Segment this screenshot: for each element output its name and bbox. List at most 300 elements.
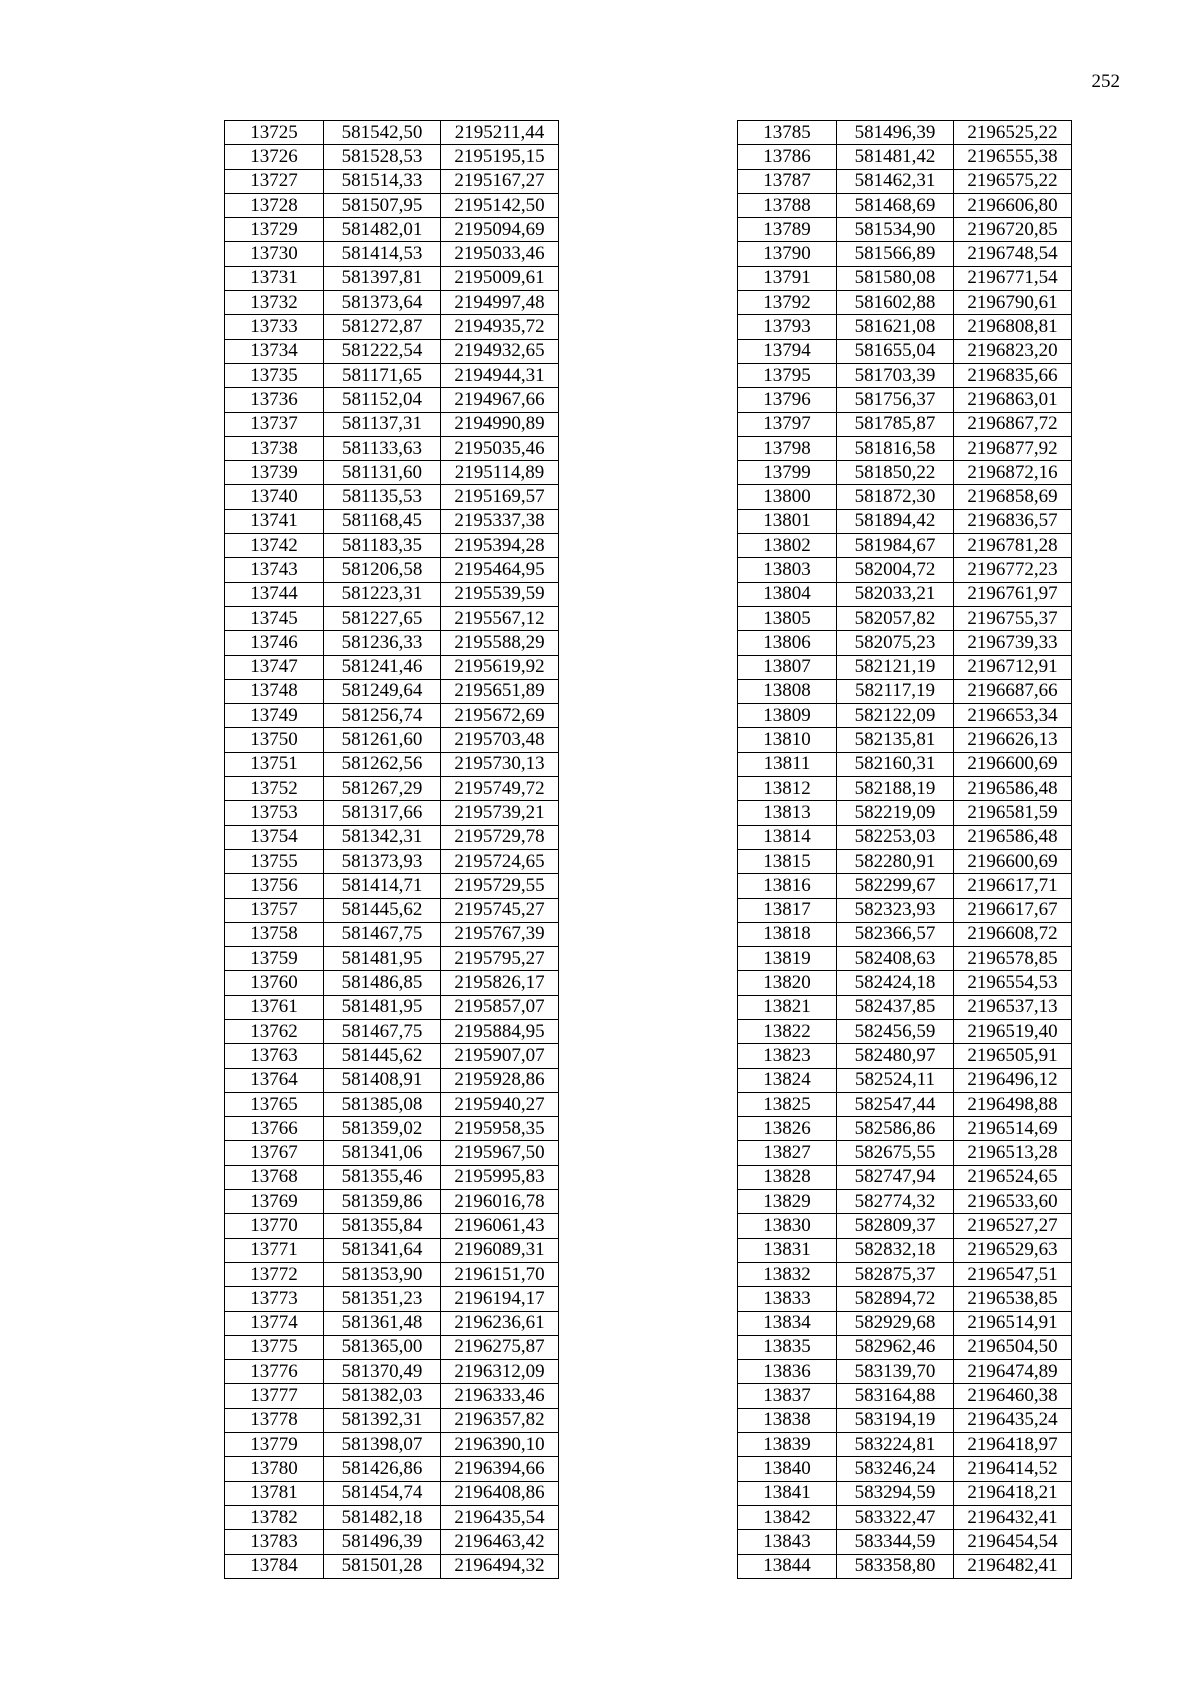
table-row [738,1433,1072,1457]
table-row [738,1238,1072,1262]
y-coordinate-cell: 2196089,31 [441,1238,559,1262]
table-row [225,169,559,193]
table-row [738,631,1072,655]
table-row [738,995,1072,1019]
point-number-cell: 13767 [225,1141,324,1165]
table-row [225,922,559,946]
table-row [225,1433,559,1457]
y-coordinate-cell: 2196533,60 [954,1190,1072,1214]
x-coordinate-cell: 581414,53 [324,242,441,266]
point-number-cell: 13769 [225,1190,324,1214]
table-row [738,1165,1072,1189]
x-coordinate-cell: 582366,57 [837,922,954,946]
point-number-cell: 13844 [738,1554,837,1578]
y-coordinate-cell: 2195539,59 [441,582,559,606]
point-number-cell: 13827 [738,1141,837,1165]
table-row [225,1530,559,1554]
x-coordinate-cell: 581135,53 [324,485,441,509]
y-coordinate-cell: 2196525,22 [954,121,1072,145]
x-coordinate-cell: 582135,81 [837,728,954,752]
y-coordinate-cell: 2196739,33 [954,631,1072,655]
x-coordinate-cell: 581621,08 [837,315,954,339]
point-number-cell: 13735 [225,363,324,387]
x-coordinate-cell: 582586,86 [837,1117,954,1141]
point-number-cell: 13729 [225,218,324,242]
x-coordinate-cell: 582122,09 [837,704,954,728]
x-coordinate-cell: 581341,06 [324,1141,441,1165]
y-coordinate-cell: 2195884,95 [441,1019,559,1043]
x-coordinate-cell: 581482,01 [324,218,441,242]
table-row [738,461,1072,485]
y-coordinate-cell: 2196505,91 [954,1044,1072,1068]
x-coordinate-cell: 581355,84 [324,1214,441,1238]
point-number-cell: 13783 [225,1530,324,1554]
table-row [738,193,1072,217]
x-coordinate-cell: 583164,88 [837,1384,954,1408]
x-coordinate-cell: 581223,31 [324,582,441,606]
point-number-cell: 13739 [225,461,324,485]
y-coordinate-cell: 2196504,50 [954,1335,1072,1359]
x-coordinate-cell: 581872,30 [837,485,954,509]
table-row [738,1117,1072,1141]
table-row [225,363,559,387]
point-number-cell: 13837 [738,1384,837,1408]
point-number-cell: 13825 [738,1092,837,1116]
table-row [225,1505,559,1529]
y-coordinate-cell: 2195619,92 [441,655,559,679]
y-coordinate-cell: 2195928,86 [441,1068,559,1092]
y-coordinate-cell: 2196781,28 [954,534,1072,558]
point-number-cell: 13842 [738,1505,837,1529]
table-row [738,1044,1072,1068]
y-coordinate-cell: 2196823,20 [954,339,1072,363]
y-coordinate-cell: 2196418,21 [954,1481,1072,1505]
point-number-cell: 13780 [225,1457,324,1481]
y-coordinate-cell: 2196554,53 [954,971,1072,995]
table-row [738,1384,1072,1408]
point-number-cell: 13768 [225,1165,324,1189]
point-number-cell: 13748 [225,679,324,703]
point-number-cell: 13756 [225,874,324,898]
table-row [225,777,559,801]
table-row [225,898,559,922]
point-number-cell: 13758 [225,922,324,946]
y-coordinate-cell: 2196653,34 [954,704,1072,728]
x-coordinate-cell: 581137,31 [324,412,441,436]
table-row [738,436,1072,460]
table-row [225,266,559,290]
table-row [225,1335,559,1359]
y-coordinate-cell: 2195394,28 [441,534,559,558]
y-coordinate-cell: 2195795,27 [441,947,559,971]
x-coordinate-cell: 582323,93 [837,898,954,922]
point-number-cell: 13784 [225,1554,324,1578]
x-coordinate-cell: 581370,49 [324,1360,441,1384]
point-number-cell: 13779 [225,1433,324,1457]
table-row [225,1214,559,1238]
x-coordinate-cell: 583322,47 [837,1505,954,1529]
x-coordinate-cell: 581398,07 [324,1433,441,1457]
y-coordinate-cell: 2196537,13 [954,995,1072,1019]
x-coordinate-cell: 582929,68 [837,1311,954,1335]
point-number-cell: 13797 [738,412,837,436]
table-row [738,1068,1072,1092]
x-coordinate-cell: 581241,46 [324,655,441,679]
point-number-cell: 13731 [225,266,324,290]
point-number-cell: 13752 [225,777,324,801]
y-coordinate-cell: 2195142,50 [441,193,559,217]
y-coordinate-cell: 2196835,66 [954,363,1072,387]
point-number-cell: 13840 [738,1457,837,1481]
point-number-cell: 13759 [225,947,324,971]
y-coordinate-cell: 2196808,81 [954,315,1072,339]
point-number-cell: 13746 [225,631,324,655]
y-coordinate-cell: 2196872,16 [954,461,1072,485]
x-coordinate-cell: 581341,64 [324,1238,441,1262]
table-row [738,1481,1072,1505]
x-coordinate-cell: 583358,80 [837,1554,954,1578]
x-coordinate-cell: 582188,19 [837,777,954,801]
x-coordinate-cell: 581445,62 [324,898,441,922]
point-number-cell: 13755 [225,849,324,873]
y-coordinate-cell: 2196600,69 [954,849,1072,873]
y-coordinate-cell: 2196454,54 [954,1530,1072,1554]
x-coordinate-cell: 581392,31 [324,1408,441,1432]
table-row [225,728,559,752]
table-row [738,971,1072,995]
y-coordinate-cell: 2195464,95 [441,558,559,582]
table-row [738,606,1072,630]
table-row [738,1457,1072,1481]
x-coordinate-cell: 581486,85 [324,971,441,995]
x-coordinate-cell: 582547,44 [837,1092,954,1116]
table-row [738,1408,1072,1432]
point-number-cell: 13788 [738,193,837,217]
table-row [738,242,1072,266]
table-row [738,704,1072,728]
table-row [738,655,1072,679]
y-coordinate-cell: 2196575,22 [954,169,1072,193]
table-row [738,412,1072,436]
y-coordinate-cell: 2196617,71 [954,874,1072,898]
table-row [225,121,559,145]
point-number-cell: 13750 [225,728,324,752]
y-coordinate-cell: 2194944,31 [441,363,559,387]
y-coordinate-cell: 2196435,24 [954,1408,1072,1432]
table-row [225,1554,559,1578]
point-number-cell: 13830 [738,1214,837,1238]
table-row [738,801,1072,825]
table-row [225,339,559,363]
y-coordinate-cell: 2195767,39 [441,922,559,946]
y-coordinate-cell: 2196390,10 [441,1433,559,1457]
table-row [738,922,1072,946]
table-row [225,801,559,825]
table-row [225,606,559,630]
x-coordinate-cell: 581355,46 [324,1165,441,1189]
table-row [738,1360,1072,1384]
x-coordinate-cell: 581222,54 [324,339,441,363]
table-row [225,509,559,533]
point-number-cell: 13790 [738,242,837,266]
x-coordinate-cell: 582809,37 [837,1214,954,1238]
point-number-cell: 13812 [738,777,837,801]
y-coordinate-cell: 2195651,89 [441,679,559,703]
point-number-cell: 13831 [738,1238,837,1262]
x-coordinate-cell: 581262,56 [324,752,441,776]
point-number-cell: 13753 [225,801,324,825]
table-row [225,315,559,339]
point-number-cell: 13829 [738,1190,837,1214]
y-coordinate-cell: 2196527,27 [954,1214,1072,1238]
table-row [738,1554,1072,1578]
point-number-cell: 13835 [738,1335,837,1359]
table-row [225,1408,559,1432]
table-row [225,1019,559,1043]
y-coordinate-cell: 2196194,17 [441,1287,559,1311]
y-coordinate-cell: 2196513,28 [954,1141,1072,1165]
y-coordinate-cell: 2196586,48 [954,825,1072,849]
point-number-cell: 13819 [738,947,837,971]
point-number-cell: 13826 [738,1117,837,1141]
x-coordinate-cell: 581183,35 [324,534,441,558]
table-row [738,777,1072,801]
point-number-cell: 13791 [738,266,837,290]
x-coordinate-cell: 581426,86 [324,1457,441,1481]
point-number-cell: 13806 [738,631,837,655]
page-number: 252 [1091,71,1120,92]
y-coordinate-cell: 2196333,46 [441,1384,559,1408]
point-number-cell: 13770 [225,1214,324,1238]
table-row [738,679,1072,703]
y-coordinate-cell: 2195739,21 [441,801,559,825]
y-coordinate-cell: 2195703,48 [441,728,559,752]
table-row [225,874,559,898]
table-row [225,849,559,873]
y-coordinate-cell: 2195337,38 [441,509,559,533]
table-row [738,1190,1072,1214]
y-coordinate-cell: 2195967,50 [441,1141,559,1165]
point-number-cell: 13817 [738,898,837,922]
table-row [225,582,559,606]
table-row [225,145,559,169]
x-coordinate-cell: 581317,66 [324,801,441,825]
x-coordinate-cell: 583246,24 [837,1457,954,1481]
table-row [225,193,559,217]
table-row [738,874,1072,898]
point-number-cell: 13805 [738,606,837,630]
table-row [738,849,1072,873]
point-number-cell: 13793 [738,315,837,339]
point-number-cell: 13808 [738,679,837,703]
point-number-cell: 13737 [225,412,324,436]
table-row [738,218,1072,242]
x-coordinate-cell: 581385,08 [324,1092,441,1116]
table-row [225,1311,559,1335]
y-coordinate-cell: 2196432,41 [954,1505,1072,1529]
table-row [225,1092,559,1116]
y-coordinate-cell: 2196482,41 [954,1554,1072,1578]
point-number-cell: 13765 [225,1092,324,1116]
y-coordinate-cell: 2196460,38 [954,1384,1072,1408]
x-coordinate-cell: 581984,67 [837,534,954,558]
y-coordinate-cell: 2195749,72 [441,777,559,801]
x-coordinate-cell: 581655,04 [837,339,954,363]
x-coordinate-cell: 581703,39 [837,363,954,387]
x-coordinate-cell: 581397,81 [324,266,441,290]
point-number-cell: 13789 [738,218,837,242]
table-row [225,558,559,582]
table-row [225,485,559,509]
table-row [738,339,1072,363]
point-number-cell: 13742 [225,534,324,558]
point-number-cell: 13775 [225,1335,324,1359]
point-number-cell: 13796 [738,388,837,412]
x-coordinate-cell: 581351,23 [324,1287,441,1311]
table-row [225,1287,559,1311]
point-number-cell: 13803 [738,558,837,582]
y-coordinate-cell: 2196236,61 [441,1311,559,1335]
point-number-cell: 13810 [738,728,837,752]
y-coordinate-cell: 2195094,69 [441,218,559,242]
point-number-cell: 13778 [225,1408,324,1432]
y-coordinate-cell: 2196394,66 [441,1457,559,1481]
y-coordinate-cell: 2195729,55 [441,874,559,898]
table-row [738,266,1072,290]
table-row [225,1190,559,1214]
table-row [225,291,559,315]
y-coordinate-cell: 2196435,54 [441,1505,559,1529]
point-number-cell: 13836 [738,1360,837,1384]
table-row [738,1141,1072,1165]
y-coordinate-cell: 2196836,57 [954,509,1072,533]
point-number-cell: 13820 [738,971,837,995]
y-coordinate-cell: 2196312,09 [441,1360,559,1384]
table-row [738,363,1072,387]
table-row [225,1238,559,1262]
table-row [225,1384,559,1408]
point-number-cell: 13807 [738,655,837,679]
x-coordinate-cell: 581414,71 [324,874,441,898]
x-coordinate-cell: 581602,88 [837,291,954,315]
x-coordinate-cell: 582160,31 [837,752,954,776]
x-coordinate-cell: 581467,75 [324,1019,441,1043]
table-row [225,436,559,460]
x-coordinate-cell: 581133,63 [324,436,441,460]
y-coordinate-cell: 2196863,01 [954,388,1072,412]
point-number-cell: 13834 [738,1311,837,1335]
y-coordinate-cell: 2195035,46 [441,436,559,460]
point-number-cell: 13757 [225,898,324,922]
x-coordinate-cell: 581468,69 [837,193,954,217]
table-row [225,825,559,849]
point-number-cell: 13747 [225,655,324,679]
table-row [225,971,559,995]
x-coordinate-cell: 583294,59 [837,1481,954,1505]
x-coordinate-cell: 582219,09 [837,801,954,825]
x-coordinate-cell: 582280,91 [837,849,954,873]
table-row [225,1044,559,1068]
y-coordinate-cell: 2196600,69 [954,752,1072,776]
point-number-cell: 13749 [225,704,324,728]
y-coordinate-cell: 2195169,57 [441,485,559,509]
y-coordinate-cell: 2196555,38 [954,145,1072,169]
table-row [738,1019,1072,1043]
x-coordinate-cell: 582675,55 [837,1141,954,1165]
table-row [225,1068,559,1092]
x-coordinate-cell: 581501,28 [324,1554,441,1578]
x-coordinate-cell: 581206,58 [324,558,441,582]
x-coordinate-cell: 583139,70 [837,1360,954,1384]
point-number-cell: 13745 [225,606,324,630]
table-row [738,825,1072,849]
point-number-cell: 13738 [225,436,324,460]
x-coordinate-cell: 581373,93 [324,849,441,873]
point-number-cell: 13821 [738,995,837,1019]
x-coordinate-cell: 582117,19 [837,679,954,703]
table-row [738,315,1072,339]
point-number-cell: 13823 [738,1044,837,1068]
x-coordinate-cell: 582875,37 [837,1262,954,1286]
point-number-cell: 13833 [738,1287,837,1311]
table-row [738,291,1072,315]
point-number-cell: 13828 [738,1165,837,1189]
y-coordinate-cell: 2194990,89 [441,412,559,436]
point-number-cell: 13800 [738,485,837,509]
y-coordinate-cell: 2195995,83 [441,1165,559,1189]
x-coordinate-cell: 583224,81 [837,1433,954,1457]
x-coordinate-cell: 581756,37 [837,388,954,412]
y-coordinate-cell: 2195907,07 [441,1044,559,1068]
table-row [225,1141,559,1165]
y-coordinate-cell: 2196524,65 [954,1165,1072,1189]
table-row [225,412,559,436]
point-number-cell: 13728 [225,193,324,217]
coordinates-table-right [737,120,1072,1579]
table-row [225,995,559,1019]
x-coordinate-cell: 583194,19 [837,1408,954,1432]
point-number-cell: 13809 [738,704,837,728]
x-coordinate-cell: 582480,97 [837,1044,954,1068]
point-number-cell: 13732 [225,291,324,315]
point-number-cell: 13785 [738,121,837,145]
x-coordinate-cell: 582962,46 [837,1335,954,1359]
y-coordinate-cell: 2195211,44 [441,121,559,145]
y-coordinate-cell: 2196720,85 [954,218,1072,242]
y-coordinate-cell: 2196748,54 [954,242,1072,266]
point-number-cell: 13787 [738,169,837,193]
y-coordinate-cell: 2195672,69 [441,704,559,728]
point-number-cell: 13730 [225,242,324,266]
point-number-cell: 13743 [225,558,324,582]
table-row [738,145,1072,169]
table-row [738,898,1072,922]
point-number-cell: 13751 [225,752,324,776]
y-coordinate-cell: 2196538,85 [954,1287,1072,1311]
x-coordinate-cell: 582774,32 [837,1190,954,1214]
x-coordinate-cell: 581542,50 [324,121,441,145]
x-coordinate-cell: 581171,65 [324,363,441,387]
y-coordinate-cell: 2194967,66 [441,388,559,412]
x-coordinate-cell: 581850,22 [837,461,954,485]
x-coordinate-cell: 581267,29 [324,777,441,801]
x-coordinate-cell: 581482,18 [324,1505,441,1529]
x-coordinate-cell: 581359,86 [324,1190,441,1214]
table-row [738,947,1072,971]
point-number-cell: 13777 [225,1384,324,1408]
y-coordinate-cell: 2196790,61 [954,291,1072,315]
y-coordinate-cell: 2196529,63 [954,1238,1072,1262]
